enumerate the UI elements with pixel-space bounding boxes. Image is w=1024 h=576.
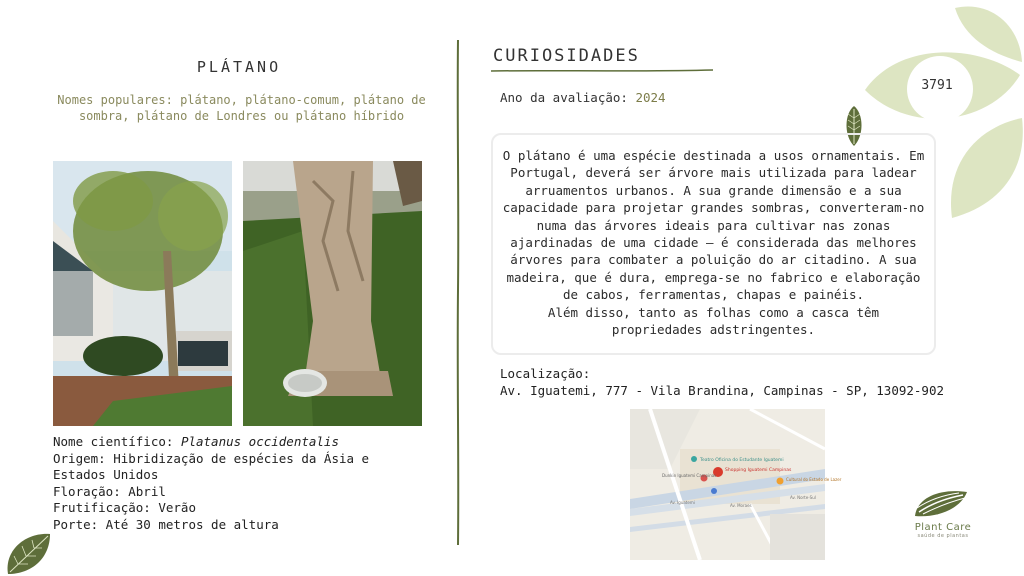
map-label: Cultural do Estado de Lazer — [786, 477, 842, 482]
map-street-label: Av. Norte-Sul — [790, 495, 816, 500]
curiosities-paragraph: O plátano é uma espécie destinada a usos ornamentais. Em Portugal, deverá ser árvore mais utilizada para ladear arruamentos urbanos. A sua grande dimensão e a sua capacidade para projetar grandes sombras, converteram-no numa das árvores ideais para cultivar nas zonas ajardinadas de uma cidade – é considerada das melhores árvores para combater a poluição do ar citadino. A sua madeira, que é dura, emprega-se no fabrico e elaboração de cabos, ferramentas, chapas e painéis. — [502, 148, 925, 303]
flowering-line: Floração: Abril — [53, 483, 166, 499]
map-street-label: Av. Iguatemi — [670, 500, 695, 505]
origin-line: Origem: Hibridização de espécies da Ásia e Estados Unidos — [53, 450, 370, 482]
year-label: Ano da avaliação: — [500, 90, 636, 105]
scientific-name-label: Nome científico: — [53, 434, 181, 449]
leaf-bottom-left-icon — [4, 530, 52, 576]
species-title: PLÁTANO — [196, 58, 282, 76]
plant-care-logo-icon — [913, 488, 969, 518]
vertical-divider — [455, 40, 461, 545]
map-street-label: Av. Moraes — [730, 503, 752, 508]
map-pin-icon — [691, 456, 697, 462]
size-line: Porte: Até 30 metros de altura — [53, 516, 279, 532]
title-underline — [491, 68, 713, 74]
curiosities-paragraph-2: Além disso, tanto as folhas como a casca têm propriedades adstringentes. — [547, 304, 880, 338]
location-label: Localização: — [500, 366, 591, 381]
tree-photo-trunk — [243, 161, 422, 426]
curiosities-text-box — [491, 133, 936, 355]
map-label: Teatro Oficina do Estudante Iguatemi — [700, 458, 784, 463]
curiosities-title: CURIOSIDADES — [493, 46, 640, 66]
location-address: Av. Iguatemi, 777 - Vila Brandina, Campinas - SP, 13092-902 — [500, 383, 945, 398]
location-map[interactable] — [630, 409, 842, 560]
fruiting-line: Frutificação: Verão — [53, 500, 196, 515]
species-info — [53, 434, 443, 533]
year-value: 2024 — [635, 90, 666, 105]
leaf-shape — [951, 118, 1023, 218]
tree-photo-building — [53, 161, 232, 426]
scientific-name-value: Platanus occidentalis — [180, 434, 339, 449]
tree-code: 3791 — [921, 78, 953, 93]
map-pin-icon — [711, 488, 717, 494]
map-pin-icon — [777, 478, 784, 485]
evaluation-year — [500, 90, 666, 105]
scientific-name-line — [53, 434, 443, 451]
brand-name: Plant Care — [914, 522, 972, 533]
map-label: Shopping Iguatemi Campinas — [725, 468, 792, 473]
map-label: Dunkin Iguatemi Campinas — [662, 473, 717, 478]
popular-names: Nomes populares: plátano, plátano-comum, plátano de sombra, plátano de Londres ou plátano híbrido — [57, 93, 426, 123]
brand — [903, 522, 983, 539]
leaf-shape — [955, 7, 1022, 62]
brand-tagline: saúde de plantas — [917, 533, 969, 539]
